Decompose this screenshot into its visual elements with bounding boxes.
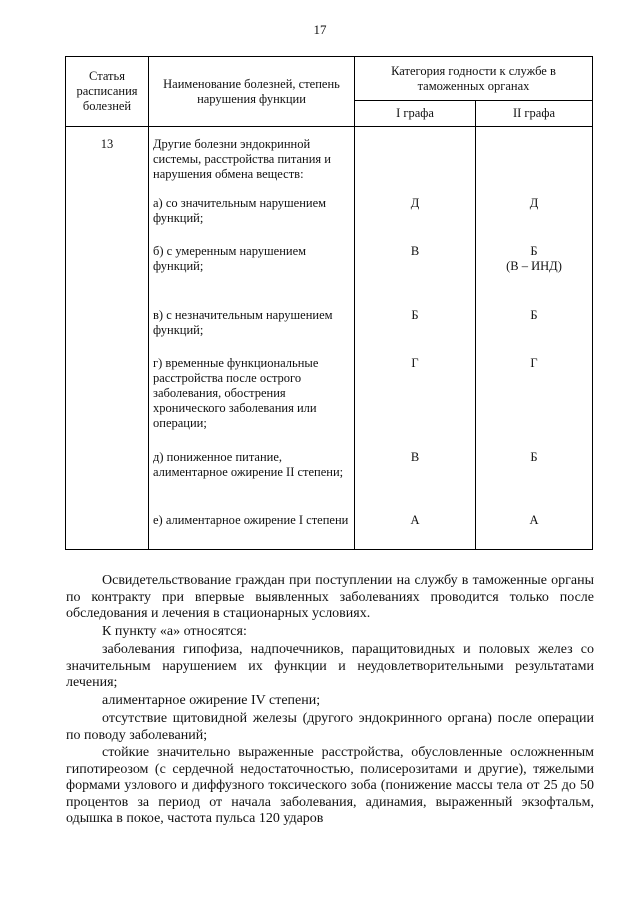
row-a-g1: Д [410, 196, 420, 210]
header-column-2: II графа [476, 101, 593, 127]
row-c-g1: Б [411, 308, 419, 322]
paragraph-thyroid-absence: отсутствие щитовидной железы (другого эндокринного органа) после операции по поводу заболеваний; [66, 711, 594, 743]
row-f-desc: е) алиментарное ожирение I степени [153, 513, 349, 527]
disease-description-cell [149, 127, 355, 550]
column-1-cell [355, 127, 476, 550]
row-c-desc: в) с незначительным нарушением функций; [153, 308, 333, 337]
row-e-desc: д) пониженное питание, алиментарное ожирение II степени; [153, 450, 344, 479]
row-a-g2: Д [529, 196, 539, 210]
row-b-desc: б) с умеренным нарушением функций; [153, 244, 307, 273]
header-fitness-category: Категория годности к службе в таможенных органах [355, 57, 593, 101]
row-b-g2-wrap [476, 244, 592, 308]
row-d-desc: г) временные функциональные расстройства после острого заболевания, обострения хронического заболевания или операции; [153, 356, 319, 430]
row-e-g1: В [410, 450, 420, 464]
page-number: 17 [313, 22, 327, 37]
paragraph-item-a-heading: К пункту «а» относятся: [102, 624, 247, 639]
paragraph-persistent-disorders: стойкие значительно выраженные расстройства, обусловленные осложненным гипотиреозом (с сердечной недостаточностью, полисерозитами и другие), тяжелыми формами узлового и диффузного токсического зоба (понижение массы тела от 25 до 50 процентов за период от начала заболевания, адинамия, выраженный экзофтальм, одышка в покое, частота пульса 120 ударов [66, 745, 594, 826]
row-c-g2: Б [530, 308, 538, 322]
paragraph-obesity-iv: алиментарное ожирение IV степени; [102, 693, 321, 708]
row-d-g2: Г [530, 356, 538, 370]
paragraph-glands: заболевания гипофиза, надпочечников, паращитовидных и половых желез со значительным нарушением их функции и неудовлетворительными результатами лечения; [66, 642, 594, 690]
row-d-g1: Г [411, 356, 419, 370]
header-article: Статья расписания болезней [66, 57, 149, 127]
row-e-g2: Б [530, 450, 538, 464]
fitness-category-table [65, 56, 593, 550]
column-2-cell [476, 127, 593, 550]
intro-text: Другие болезни эндокринной системы, расстройства питания и нарушения обмена веществ: [153, 137, 331, 181]
article-number: 13 [66, 127, 149, 550]
row-a-desc: а) со значительным нарушением функций; [153, 196, 327, 225]
row-b-g1: В [410, 244, 420, 258]
paragraph-examination: Освидетельствование граждан при поступлении на службу в таможенные органы по контракту при впервые выявленных заболеваниях проводится только после обследования и лечения в стационарных условиях. [66, 573, 594, 621]
header-column-1: I графа [355, 101, 476, 127]
row-f-g2: А [529, 513, 539, 527]
header-disease-name: Наименование болезней, степень нарушения функции [149, 57, 355, 127]
row-f-g1: А [410, 513, 420, 527]
row-b-g2-note: (В – ИНД) [506, 259, 562, 273]
row-b-g2: Б [530, 244, 538, 258]
